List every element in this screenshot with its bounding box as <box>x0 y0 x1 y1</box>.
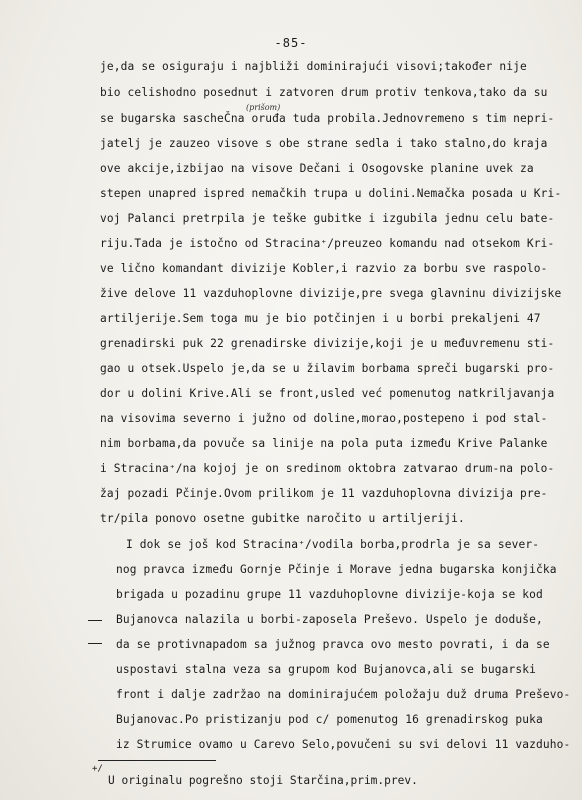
text-line: jatelj je zauzeo visove s obe strane sedla i tako stalno,do kraja <box>100 137 548 150</box>
text-line: se bugarska sascheČna oruđa tuda probila.Jednovremeno s tim nepri- <box>100 112 555 125</box>
text-line: front i dalje zadržao na dominirajućem položaju duž druma Preševo- <box>116 688 571 701</box>
text-line: žive delove 11 vazduhoplovne divizije,pre svega glavninu divizijske <box>100 287 562 300</box>
text-line: uspostavi stalna veza sa grupom kod Bujanovca,ali se bugarski <box>116 663 537 676</box>
text-line: gao u otsek.Uspelo je,da se u žilavim borbama spreči bugarski pro- <box>100 362 555 375</box>
margin-dash <box>88 643 102 644</box>
text-line: Bujanovac.Po pristizanju pod c/ pomenutog 16 grenadirskog puka <box>116 713 543 726</box>
text-line: da se protivnapadom sa južnog pravca ovo mesto povrati, i da se <box>116 638 550 651</box>
text-line: ve lično komandant divizije Kobler,i razvio za borbu sve raspolo- <box>100 262 548 275</box>
text-line: voj Palanci pretrpila je teške gubitke i izgubila jednu celu bate- <box>100 212 555 225</box>
text-line: iz Strumice ovamo u Carevo Selo,povučeni su svi delovi 11 vazduho- <box>116 738 571 751</box>
text-line: riju.Tada je istočno od Stracina⁺/preuzeo komandu nad otsekom Kri- <box>100 237 555 250</box>
text-line: je,da se osiguraju i najbliži dominirajući visovi;također nije <box>100 60 527 73</box>
text-line: nog pravca između Gornje Pčinje i Morave jedna bugarska konjička <box>116 563 557 576</box>
text-line: ove akcije,izbijao na visove Dečani i Osogovske planine uvek za <box>100 162 534 175</box>
page-number: -85- <box>274 36 308 50</box>
text-line: tr/pila ponovo osetne gubitke naročito u artiljeriji. <box>100 512 465 525</box>
text-line: na visovima severno i južno od doline,morao,postepeno i pod stal- <box>100 412 548 425</box>
text-line: žaj pozadi Pčinje.Ovom prilikom je 11 vazduhoplovna divizija pre- <box>100 487 548 500</box>
text-line: Bujanovca nalazila u borbi-zaposela Preševo. Uspelo je doduše, <box>116 613 543 626</box>
footnote-mark: +/ <box>92 764 103 774</box>
handwritten-note: (prišom) <box>246 103 281 112</box>
text-line: grenadirski puk 22 grenadirske divizije,koji je u međuvremenu sti- <box>100 337 555 350</box>
footnote: U originalu pogrešno stoji Starčina,prim.prev. <box>108 774 418 787</box>
text-line: stepen unapred ispred nemačkih trupa u dolini.Nemačka posada u Kri- <box>100 187 562 200</box>
text-line: i Stracina⁺/na kojoj je on sredinom oktobra zatvarao drum-na polo- <box>100 462 555 475</box>
footnote-rule <box>98 760 216 761</box>
text-line: artiljerije.Sem toga mu je bio potčinjen i u borbi prekaljeni 47 <box>100 312 541 325</box>
margin-dash <box>88 620 102 621</box>
text-line: nim borbama,da povuče sa linije na pola puta između Krive Palanke <box>100 437 548 450</box>
text-line: brigada u pozadinu grupe 11 vazduhoplovne divizije-koja se kod <box>116 588 543 601</box>
text-line: dor u dolini Krive.Ali se front,usled već pomenutog natkriljavanja <box>100 387 555 400</box>
text-line: I dok se još kod Stracina⁺/vodila borba,prodrla je sa sever- <box>126 538 540 551</box>
text-line: bio celishodno posednut i zatvoren drum protiv tenkova,tako da su <box>100 86 548 99</box>
